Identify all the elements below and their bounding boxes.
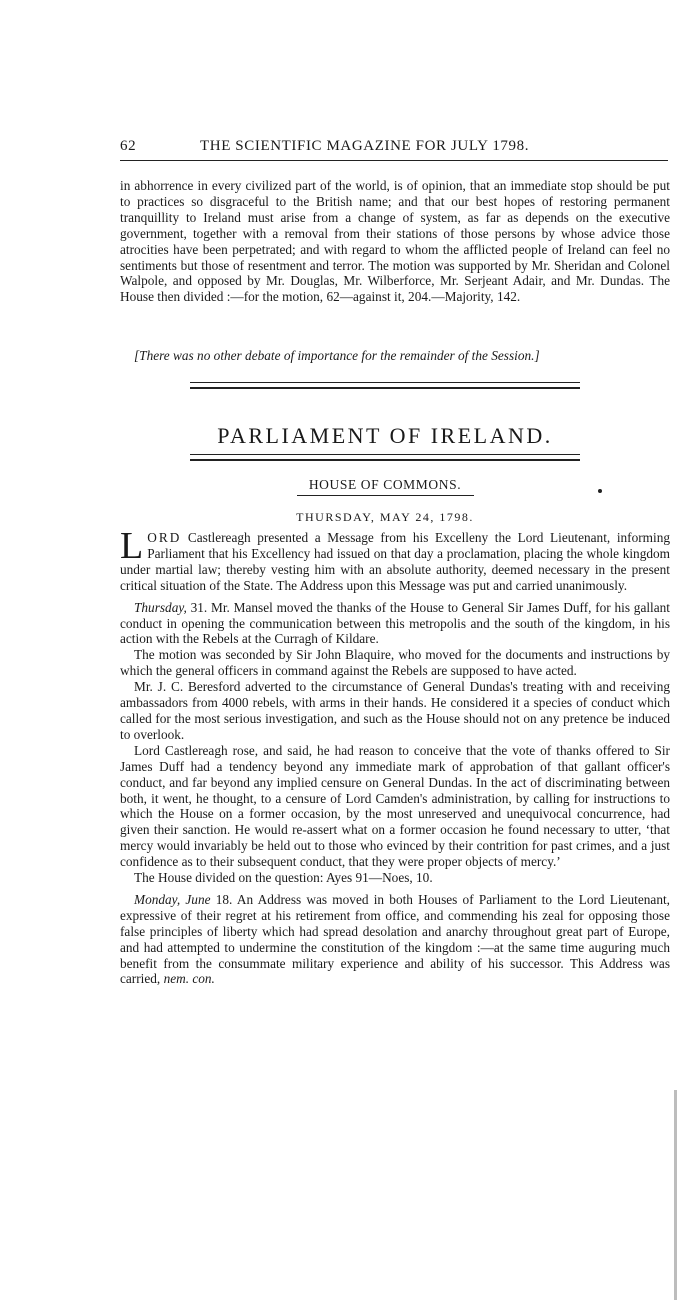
- running-header: [120, 138, 668, 155]
- subsection-rule: [297, 495, 474, 496]
- running-title: THE SCIENTIFIC MAGAZINE FOR JULY 1798.: [200, 138, 530, 154]
- paragraph-text: 31. Mr. Mansel moved the thanks of the House to General Sir James Duff, for his gallant conduct in opening the communication between this metropolis and the south of the kingdom, in his action with the Rebels at the Curragh of Kildare.: [120, 599, 670, 647]
- paragraph-castlereagh-reply: Lord Castlereagh rose, and said, he had reason to conceive that the vote of thanks offered to Sir James Duff had a tendency beyond any immediate mark of approbation of that gallant officer's conduct, and far beyond any implied censure on General Dundas. In the act of discriminating between both, it went, he thought, to a censure of Lord Camden's administration, by calling for instructions to which the House on a former occasion, by the most unreserved and unequivocal concurrence, had given their sanction. He would re-assert what on a former occasion he found necessary to utter, ‘that mercy would invariably be held out to those who evinced by their contrition for past crimes, and a just confidence as to their subsequent conduct, that they were proper objects of mercy.’: [120, 742, 670, 870]
- section-rule-top-thick: [190, 387, 580, 389]
- paragraph-text: Castlereagh presented a Message from his Excelleny the Lord Lieutenant, informing Parliament that his Excellency had issued on that day a proclamation, placing the whole kingdom under martial law; thereby vesting him with an absolute authority, deemed necessary in the present critical situation of the State. The Address upon this Message was put and carried unanimously.: [120, 530, 670, 593]
- paragraph-date: Thursday,: [134, 599, 187, 615]
- subsection-title: HOUSE OF COMMONS.: [308, 477, 462, 492]
- closing-note: [There was no other debate of importance for the remainder of the Session.]: [134, 348, 540, 363]
- continued-paragraph: in abhorrence in every civilized part of the world, is of opinion, that an immediate stop should be put to practices so disgraceful to the British name; and that our best hopes of restoring permanent tranquillity to Ireland must arise from a change of system, as far as depends on the executive government, together with a removal from their stations of those persons by whose advice those atrocities have been perpetrated; and with regard to whom the afflicted people of Ireland can feel no sentiments but those of resentment and terror. The motion was supported by Mr. Sheridan and Colonel Walpole, and opposed by Mr. Douglas, Mr. Wilberforce, Mr. Serjeant Adair, and Mr. Dundas. The House then divided :—for the motion, 62—against it, 204.—Majority, 142.: [120, 178, 670, 305]
- dateline: THURSDAY, MAY 24, 1798.: [296, 510, 474, 524]
- debate-body: [120, 525, 670, 987]
- lead-word: ORD: [147, 530, 182, 545]
- nem-con: nem. con.: [163, 971, 215, 987]
- section-title: PARLIAMENT OF IRELAND.: [217, 423, 553, 448]
- paragraph-blaquire: The motion was seconded by Sir John Blaquire, who moved for the documents and instructions by which the general officers in command against the Rebels are supposed to have acted.: [120, 647, 670, 679]
- page-number: 62: [120, 138, 137, 154]
- section-rule-top-thin: [190, 382, 580, 383]
- paragraph-castlereagh-message: [120, 525, 670, 594]
- ink-speck: [598, 489, 602, 493]
- continued-debate: [120, 178, 670, 305]
- header-rule: [120, 160, 668, 161]
- page-edge-shadow: [674, 1090, 677, 1300]
- drop-cap: L: [120, 525, 144, 567]
- session-note: [120, 348, 670, 364]
- paragraph-text: 18. An Address was moved in both Houses of Parliament to the Lord Lieutenant, expressive of their regret at his retirement from office, and commending his zeal for opposing those false principles of liberty which had spread desolation and anarchy throughout great part of Europe, and had attempted to undermine the constitution of the kingdom :—at the same time auguring much benefit from the consummate military experience and ability of his successor. This Address was carried,: [120, 891, 670, 987]
- paragraph-date: Monday, June: [134, 891, 211, 907]
- paragraph-division: The House divided on the question: Ayes 91—Noes, 10.: [134, 870, 433, 886]
- paragraph-address: [120, 892, 670, 987]
- paragraph-beresford: Mr. J. C. Beresford adverted to the circumstance of General Dundas's treating with and receiving ambassadors from 4000 rebels, with arms in their hands. He considered it a species of conduct which called for the most serious investigation, and such as the House should not on any pretence be induced to overlook.: [120, 679, 670, 742]
- section-rule-bottom-thick: [190, 459, 580, 461]
- paragraph-mansel-motion: [120, 600, 670, 648]
- section-rule-bottom-thin: [190, 454, 580, 455]
